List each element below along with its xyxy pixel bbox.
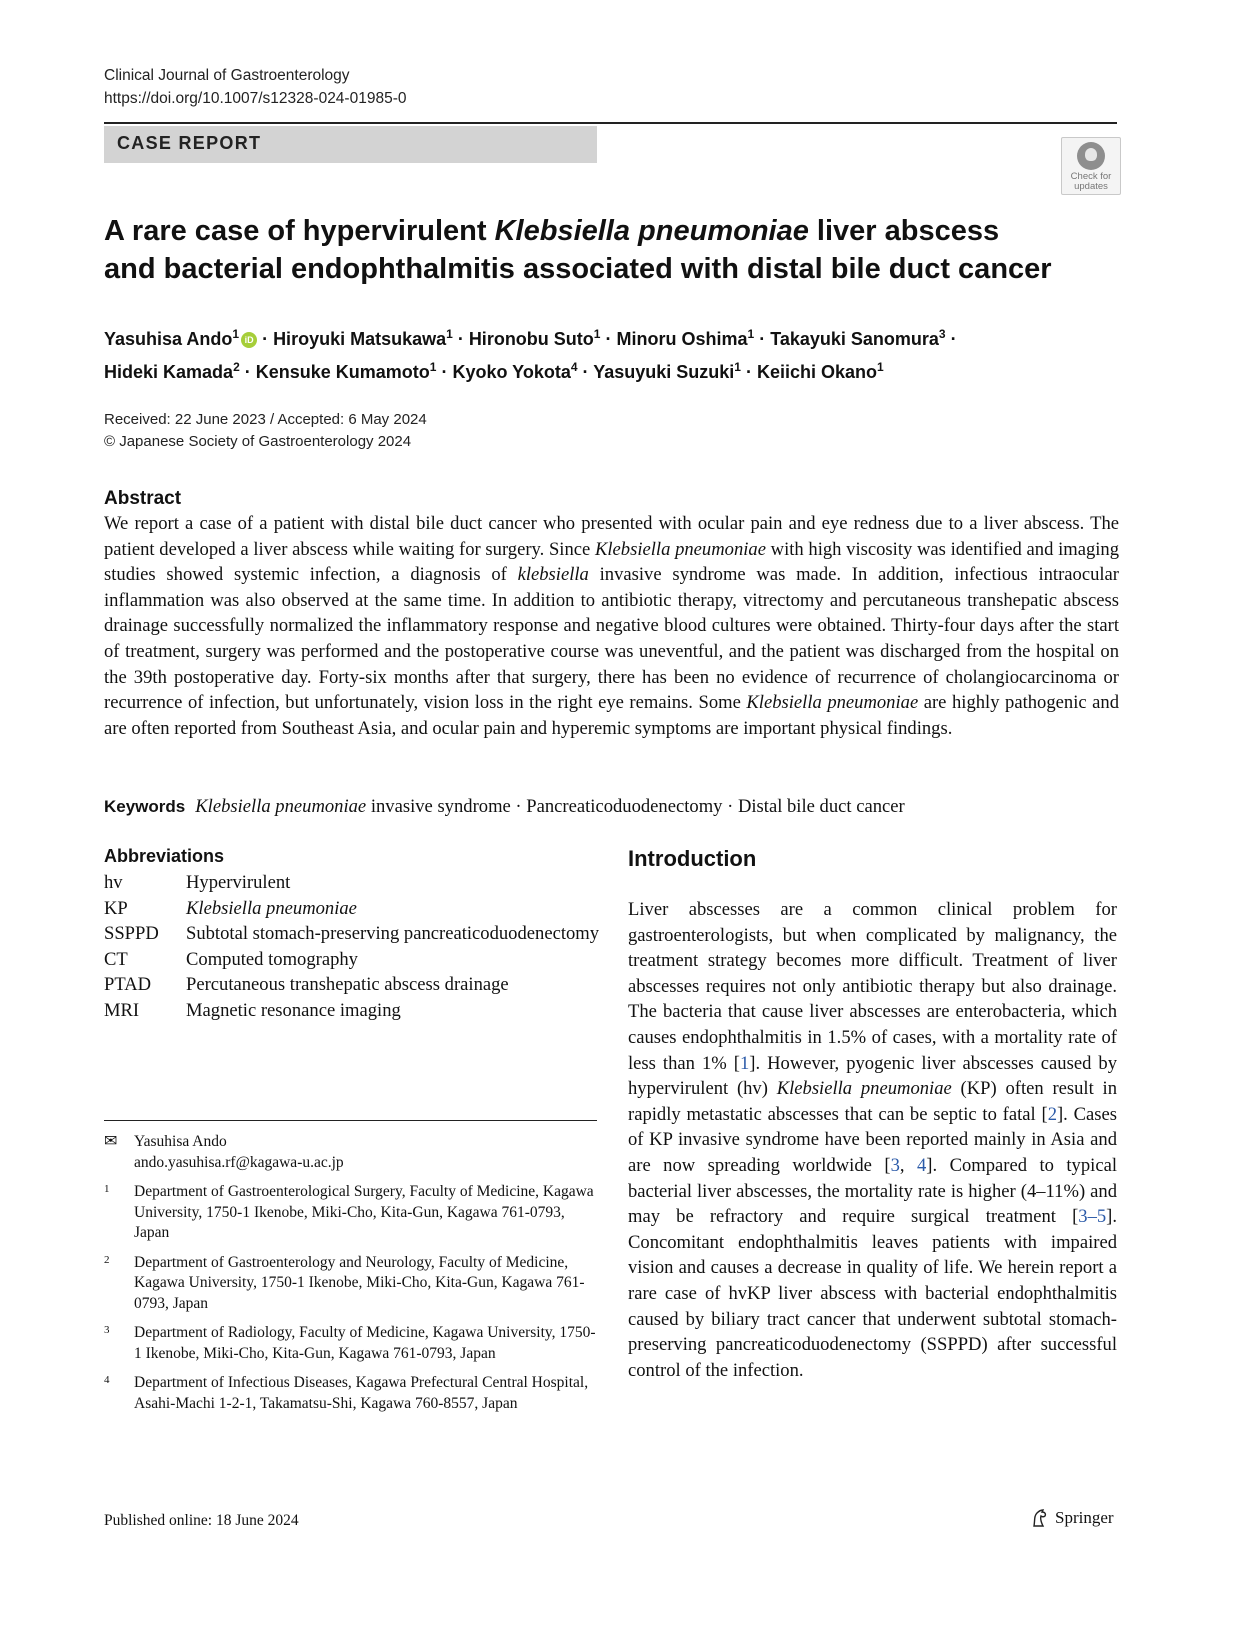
header-rule (104, 122, 1117, 124)
author-name[interactable]: Yasuyuki Suzuki (593, 362, 735, 382)
abbreviation-row (104, 870, 604, 896)
author-name[interactable]: Minoru Oshima (616, 329, 748, 349)
abbreviation-definition: Klebsiella pneumoniae (186, 897, 357, 919)
journal-doi[interactable]: https://doi.org/10.1007/s12328-024-01985-0 (104, 90, 407, 107)
keywords-heading: Keywords (104, 797, 186, 816)
publisher-name: Springer (1055, 1508, 1114, 1527)
author-name[interactable]: Takayuki Sanomura (770, 329, 939, 349)
author-affiliation-mark: 1 (446, 327, 453, 341)
introduction-body: Liver abscesses are a common clinical problem for gastroenterologists, but when complicated by malignancy, the treatment strategy becomes more difficult. Treatment of liver abscesses requires not only antibiotic therapy but also drainage. The bacteria that cause liver abscesses are enterobacteria, which causes endophthalmitis in 1.5% of cases, with a mortality rate of less than 1% [1]. However, pyogenic liver abscesses caused by hypervirulent (hv) Klebsiella pneumoniae (KP) often result in rapidly metastatic abscesses that can be septic to fatal [2]. Cases of KP invasive syndrome have been reported mainly in Asia and are now spreading worldwide [3, 4]. Compared to typical bacterial liver abscesses, the mortality rate is higher (4–11%) and may be refractory and require surgical treatment [3–5]. Concomitant endophthalmitis leaves patients with impaired vision and causes a decrease in quality of life. We herein report a rare case of hvKP liver abscess with bacterial endophthalmitis caused by biliary tract cancer that underwent subtotal stomach-preserving pancreaticoduodenectomy (SSPPD) after successful control of the infection. (628, 899, 1117, 1381)
affiliation-text: Department of Gastroenterology and Neurology, Faculty of Medicine, Kagawa University, 1750-1 Ikenobe, Miki-Cho, Kita-Gun, Kagawa 761-0793, Japan (134, 1253, 585, 1312)
abbreviation-term: hv (104, 872, 123, 893)
abstract-body: We report a case of a patient with distal bile duct cancer who presented with ocular pain and eye redness due to a liver abscess. The patient developed a liver abscess while waiting for surgery. Since Klebsiella pneumoniae with high viscosity was identified and imaging studies showed systemic infection, a diagnosis of klebsiella invasive syndrome was made. In addition, infectious intraocular inflammation was also observed at the same time. In addition to antibiotic therapy, vitrectomy and percutaneous transhepatic abscess drainage successfully normalized the inflammatory response and negative blood cultures were obtained. Thirty-four days after the start of treatment, surgery was performed and the postoperative course was uneventful, and the patient was discharged from the hospital on the 39th postoperative day. Forty-six months after that surgery, there has been no evidence of recurrence of cholangiocarcinoma or recurrence of infection, but unfortunately, vision loss in the right eye remains. Some Klebsiella pneumoniae are highly pathogenic and are often reported from Southeast Asia, and ocular pain and hyperemic symptoms are important physical findings. (104, 513, 1120, 739)
author-separator: · (577, 362, 594, 382)
introduction-heading: Introduction (628, 846, 757, 871)
publisher-logo (1031, 1508, 1114, 1528)
abbreviation-definition: Percutaneous transhepatic abscess drainage (186, 974, 509, 996)
affiliation-item (104, 1182, 597, 1244)
received-accepted: Received: 22 June 2023 / Accepted: 6 May 2024 (104, 411, 427, 428)
keywords: Keywords Klebsiella pneumoniae invasive syndrome · Pancreaticoduodenectomy · Distal bile duct cancer (104, 796, 905, 817)
abbreviations-table (104, 870, 604, 1024)
footnote-rule (104, 1120, 597, 1121)
affiliation-item (104, 1373, 597, 1414)
footnotes (104, 1132, 597, 1423)
check-updates-text: Check for updates (1070, 171, 1112, 192)
author-separator: · (239, 362, 256, 382)
author-affiliation-mark: 1 (747, 327, 755, 341)
affiliation-number: 3 (104, 1324, 110, 1336)
abbreviation-term: PTAD (104, 974, 152, 996)
author-affiliation-mark: 1 (232, 327, 240, 341)
affiliation-item (104, 1253, 597, 1315)
author-name[interactable]: Kyoko Yokota (452, 362, 571, 382)
orcid-icon[interactable]: iD (241, 332, 257, 348)
affiliation-text: Department of Gastroenterological Surgery, Faculty of Medicine, Kagawa University, 1750-1 Ikenobe, Miki-Cho, Kita-Gun, Kagawa 761-0793, Japan (134, 1183, 594, 1241)
published-online: Published online: 18 June 2024 (104, 1512, 299, 1529)
author-affiliation-mark: 1 (734, 360, 741, 374)
author-name[interactable]: Hiroyuki Matsukawa (273, 329, 447, 349)
abbreviation-term: KP (104, 897, 128, 919)
abbreviation-definition: Magnetic resonance imaging (186, 999, 401, 1021)
citation-link[interactable]: 3 (890, 1154, 900, 1176)
corresponding-email[interactable]: ando.yasuhisa.rf@kagawa-u.ac.jp (134, 1153, 344, 1171)
author-affiliation-mark: 1 (593, 327, 601, 341)
copyright: © Japanese Society of Gastroenterology 2024 (104, 433, 412, 450)
author-separator: · (740, 362, 757, 382)
author-list (104, 320, 1119, 386)
abbreviation-term: CT (104, 948, 128, 970)
citation-link[interactable]: 2 (1047, 1103, 1057, 1125)
journal-name: Clinical Journal of Gastroenterology (104, 67, 350, 84)
author-affiliation-mark: 1 (877, 360, 884, 374)
abbreviation-definition: Hypervirulent (186, 872, 291, 893)
abbreviation-row (104, 972, 604, 998)
abbreviation-definition: Subtotal stomach-preserving pancreaticoduodenectomy (186, 923, 600, 945)
abbreviation-row (104, 896, 604, 922)
author-affiliation-mark: 2 (233, 360, 240, 374)
envelope-icon: ✉ (104, 1133, 118, 1150)
corresponding-author: Yasuhisa Ando (134, 1133, 227, 1150)
abbreviation-term: MRI (104, 999, 140, 1021)
affiliation-number: 2 (104, 1253, 110, 1266)
abbreviation-term: SSPPD (104, 923, 159, 945)
article-dates (104, 409, 427, 453)
check-for-updates-badge[interactable] (1061, 137, 1121, 195)
abstract-heading: Abstract (104, 488, 182, 509)
author-name[interactable]: Hironobu Suto (468, 329, 594, 349)
author-separator: · (436, 362, 453, 382)
affiliation-item (104, 1323, 597, 1364)
author-name[interactable]: Kensuke Kumamoto (255, 362, 430, 382)
author-separator: · (945, 329, 957, 349)
author-name[interactable]: Keiichi Okano (756, 362, 878, 382)
author-separator: · (754, 329, 771, 349)
affiliation-number: 1 (104, 1183, 110, 1195)
author-separator: · (600, 329, 617, 349)
journal-header (104, 64, 406, 110)
abbreviation-row (104, 998, 604, 1024)
affiliation-text: Department of Radiology, Faculty of Medicine, Kagawa University, 1750-1 Ikenobe, Miki-Cho, Kita-Gun, Kagawa 761-0793, Japan (134, 1324, 596, 1362)
citation-link[interactable]: 1 (739, 1052, 750, 1074)
author-name[interactable]: Hideki Kamada (104, 362, 234, 382)
affiliation-text: Department of Infectious Diseases, Kagawa Prefectural Central Hospital, Asahi-Machi 1-2-1, Takamatsu-Shi, Kagawa 760-8557, Japan (134, 1374, 589, 1412)
abbreviation-row (104, 947, 604, 973)
correspondence (104, 1132, 597, 1173)
check-updates-icon (1077, 142, 1105, 170)
abbreviation-definition: Computed tomography (186, 948, 358, 970)
author-separator: · (257, 329, 274, 349)
abbreviation-row (104, 921, 604, 947)
citation-link[interactable]: 3–5 (1078, 1206, 1107, 1228)
springer-horse-icon (1031, 1508, 1049, 1528)
article-type-label: CASE REPORT (117, 133, 262, 153)
affiliation-list (104, 1182, 597, 1414)
author-affiliation-mark: 3 (938, 327, 946, 341)
citation-link[interactable]: 4 (916, 1154, 927, 1176)
affiliation-number: 4 (104, 1374, 110, 1386)
author-affiliation-mark: 1 (429, 360, 437, 374)
author-separator: · (452, 329, 469, 349)
author-name[interactable]: Yasuhisa Ando (104, 329, 233, 349)
author-affiliation-mark: 4 (570, 360, 578, 374)
abbreviations-heading: Abbreviations (104, 846, 225, 866)
article-title: A rare case of hypervirulent Klebsiella pneumoniae liver abscess and bacterial endophthalmitis associated with distal bile duct cancer (104, 215, 1052, 285)
